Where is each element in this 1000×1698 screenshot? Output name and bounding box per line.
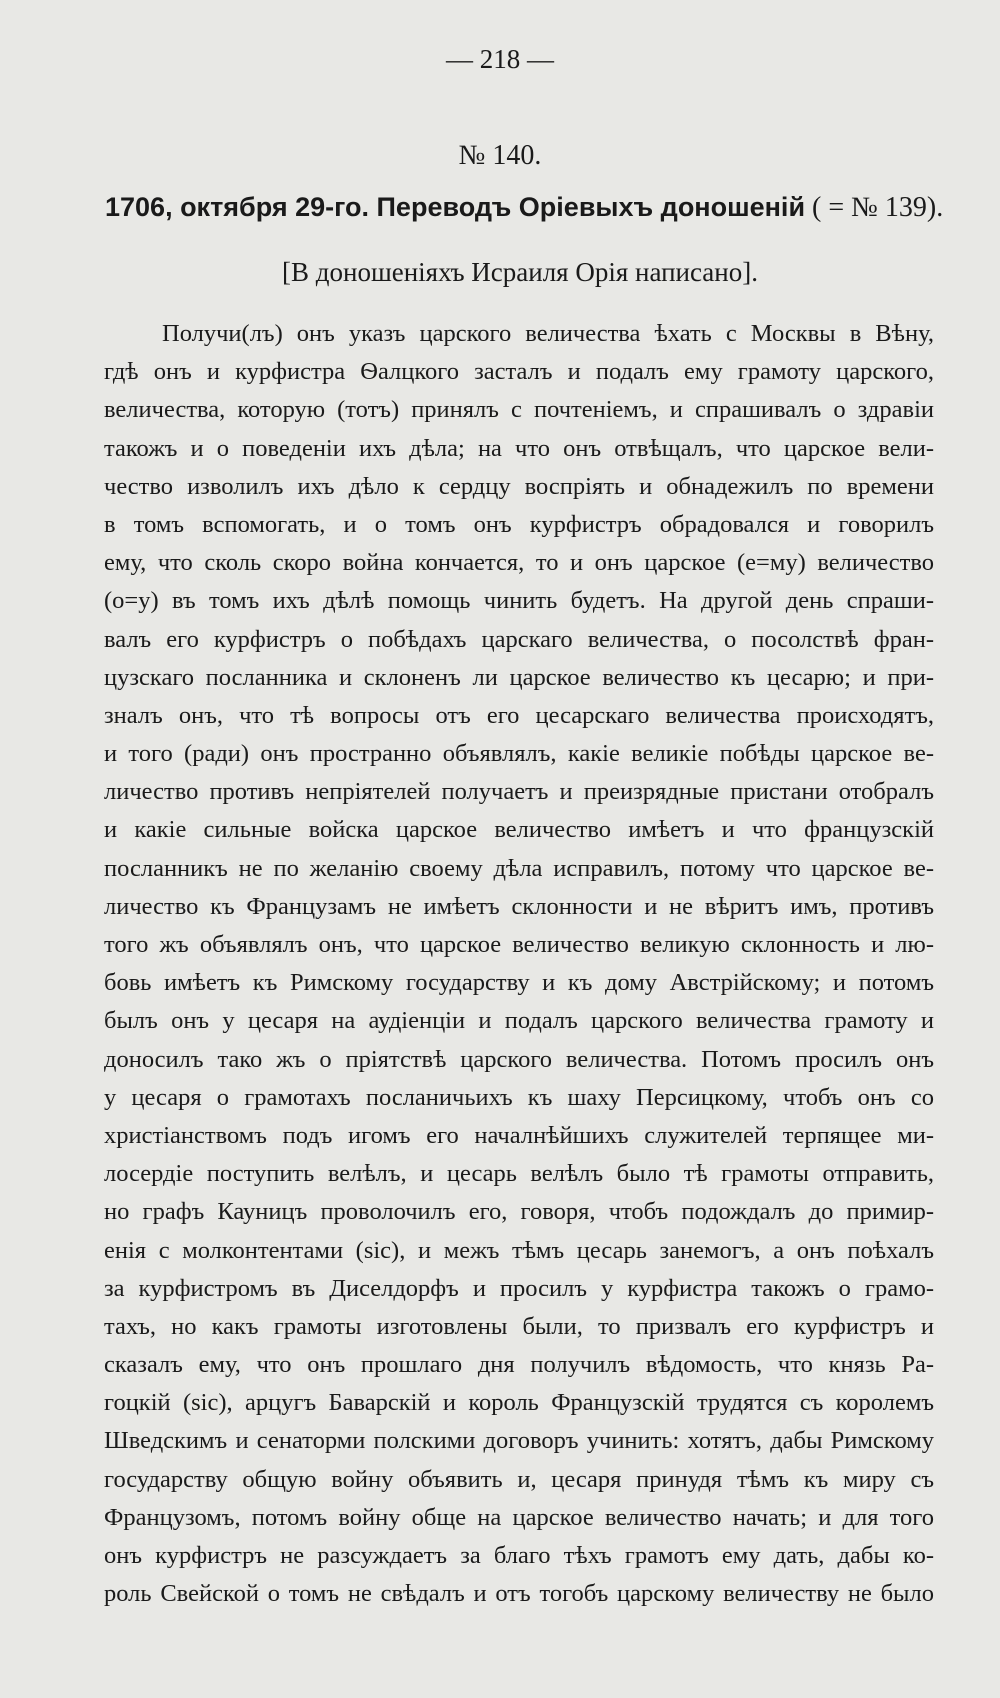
text-line: (о=у) въ томъ ихъ дѣлѣ помощь чинить будетъ. На другой день спраши- xyxy=(104,587,934,615)
text-line: у цесаря о грамотахъ посланичьихъ къ шаху Персицкому, чтобъ онъ со xyxy=(104,1083,934,1111)
text-line: доносилъ тако жъ о пріятствѣ царского величества. Потомъ просилъ онъ xyxy=(104,1045,934,1073)
text-line: личество противъ непріятелей получаетъ и преизрядные пристани отобралъ xyxy=(104,778,934,806)
text-line: посланникъ не по желанію своему дѣла исправилъ, потому что царское ве- xyxy=(104,854,934,882)
text-line: зналъ онъ, что тѣ вопросы отъ его цесарскаго величества происходятъ, xyxy=(104,701,934,729)
document-heading xyxy=(105,192,944,224)
text-line: былъ онъ у цесаря на аудіенціи и подалъ царского величества грамоту и xyxy=(104,1007,934,1035)
text-line: и какіе сильные войска царское величество имѣетъ и что французскій xyxy=(104,816,934,844)
text-line: енія с молконтентами (sic), и межъ тѣмъ цесарь занемогъ, а онъ поѣхалъ xyxy=(104,1236,934,1264)
heading-date-title: 1706, октября 29-го. Переводъ Оріевыхъ доношеній xyxy=(105,192,806,222)
text-line: Французомъ, потомъ войну обще на царское величество начать; и для того xyxy=(104,1503,934,1531)
text-line: ему, что сколь скоро война кончается, то и онъ царское (е=му) величество xyxy=(104,549,934,577)
text-line: государству общую войну объявить и, цесаря принудя тѣмъ къ миру съ xyxy=(104,1465,934,1493)
text-line: гоцкій (sic), арцугъ Баварскій и король Французскій трудятся съ королемъ xyxy=(104,1389,934,1417)
page-number: — 218 — xyxy=(446,44,554,74)
text-line: величества, которую (тотъ) принялъ с почтеніемъ, и спрашивалъ о здравіи xyxy=(104,396,934,424)
text-line: и того (ради) онъ пространно объявлялъ, какіе великіе побѣды царское ве- xyxy=(104,740,934,768)
text-line: за курфистромъ въ Диселдорфъ и просилъ у курфистра такожъ о грамо- xyxy=(104,1274,934,1302)
text-line: чество изволилъ ихъ дѣло к сердцу воспріять и обнадежилъ по времени xyxy=(104,472,934,500)
text-line: тахъ, но какъ грамоты изготовлены были, то призвалъ его курфистръ и xyxy=(104,1312,934,1340)
text-line: Получи(лъ) онъ указъ царского величества ѣхать с Москвы в Вѣну, xyxy=(162,320,934,347)
text-line: Шведскимъ и сенаторми полскими договоръ учинить: хотятъ, дабы Римскому xyxy=(104,1427,934,1455)
text-line: роль Свейской о томъ не свѣдалъ и отъ тогобъ царскому величеству не было xyxy=(104,1580,934,1608)
text-line: лосердіе поступить велѣлъ, и цесарь велѣлъ было тѣ грамоты отправить, xyxy=(104,1160,934,1188)
body-text xyxy=(104,315,934,1613)
text-line: гдѣ онъ и курфистра Ѳалцкого засталъ и подалъ ему грамоту царского, xyxy=(104,358,934,386)
document-number: № 140. xyxy=(458,140,542,171)
editorial-note: [В доношеніяхъ Исраиля Орія написано]. xyxy=(282,257,758,287)
text-line: того жъ объявлялъ онъ, что царское величество великую склонность и лю- xyxy=(104,931,934,958)
text-line: сказалъ ему, что онъ прошлаго дня получилъ вѣдомость, что князь Ра- xyxy=(104,1351,934,1379)
text-line: цузскаго посланника и склоненъ ли царское величество къ цесарю; и при- xyxy=(104,663,934,691)
text-line: личество къ Французамъ не имѣетъ склонности и не вѣритъ имъ, противъ xyxy=(104,892,934,920)
text-line: онъ курфистръ не разсуждаетъ за благо тѣхъ грамотъ ему дать, дабы ко- xyxy=(104,1542,934,1569)
text-line: в томъ вспомогать, и о томъ онъ курфистръ обрадовался и говорилъ xyxy=(104,510,934,538)
text-line: такожъ и о поведеніи ихъ дѣла; на что онъ отвѣщалъ, что царское вели- xyxy=(104,434,934,462)
text-line: валъ его курфистръ о побѣдахъ царскаго величества, о посолствѣ фран- xyxy=(104,625,934,653)
heading-reference: ( = № 139). xyxy=(805,192,944,223)
text-line: но графъ Кауницъ проволочилъ его, говоря, чтобъ подождалъ до примир- xyxy=(104,1198,934,1226)
text-line: бовь имѣетъ къ Римскому государству и къ дому Австрійскому; и потомъ xyxy=(104,969,934,997)
text-line: христіанствомъ подъ игомъ его началнѣйшихъ служителей терпящее ми- xyxy=(104,1121,934,1149)
